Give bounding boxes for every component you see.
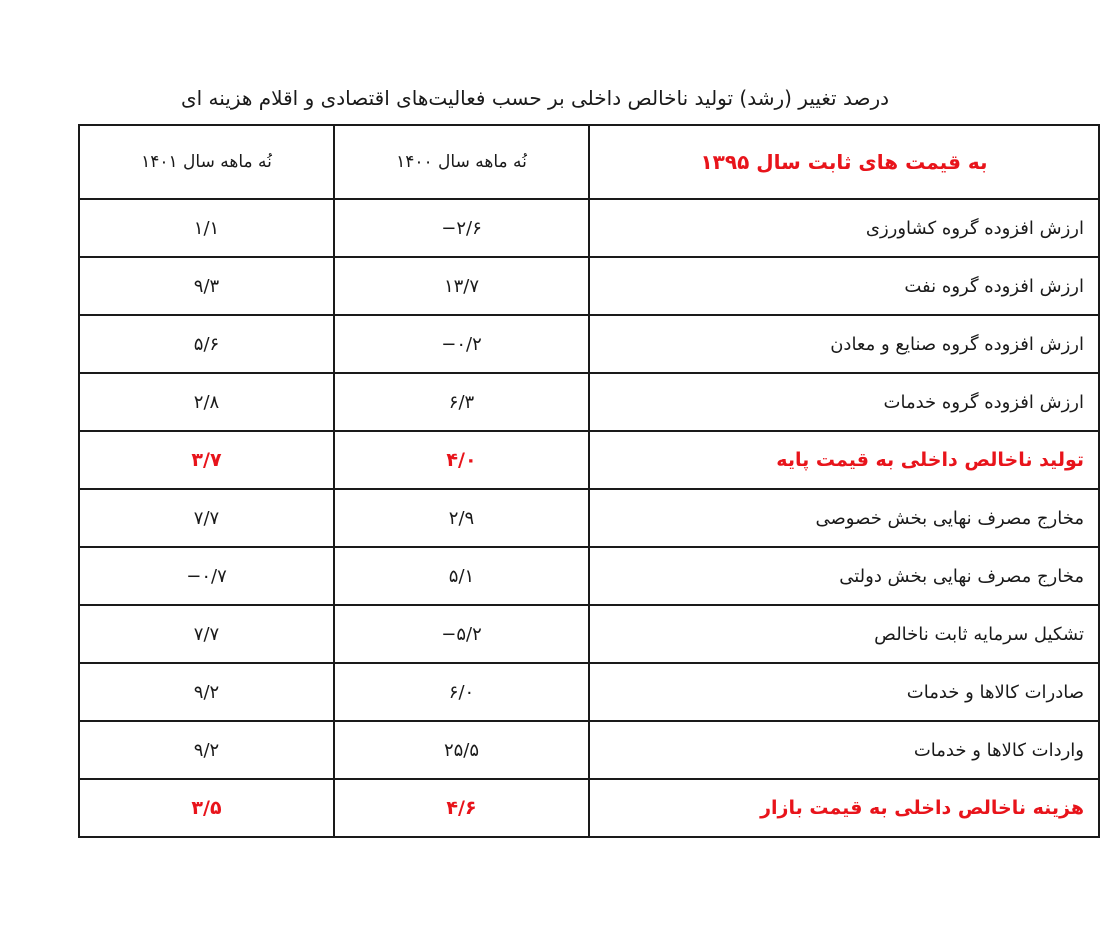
value-1401: ۹/۳ (79, 257, 334, 315)
value-1401: ۳/۷ (79, 431, 334, 489)
row-label: ارزش افزوده گروه نفت (589, 257, 1099, 315)
table-row (79, 257, 1099, 315)
row-label: ارزش افزوده گروه صنایع و معادن (589, 315, 1099, 373)
header-constant-prices: به قیمت های ثابت سال ۱۳۹۵ (589, 125, 1099, 199)
value-1401: ۲/۸ (79, 373, 334, 431)
row-label: مخارج مصرف نهایی بخش دولتی (589, 547, 1099, 605)
value-1400: ۲/۹ (334, 489, 589, 547)
value-1400: −۲/۶ (334, 199, 589, 257)
table-header-row (79, 125, 1099, 199)
header-nine-months-1401: نُه ماهه سال ۱۴۰۱ (79, 125, 334, 199)
value-1400: −۰/۲ (334, 315, 589, 373)
value-1400: ۴/۶ (334, 779, 589, 837)
value-1400: ۶/۰ (334, 663, 589, 721)
value-1400: ۲۵/۵ (334, 721, 589, 779)
value-1401: ۷/۷ (79, 489, 334, 547)
table-row (79, 547, 1099, 605)
value-1401: −۰/۷ (79, 547, 334, 605)
table-row (79, 663, 1099, 721)
row-label: ارزش افزوده گروه کشاورزی (589, 199, 1099, 257)
value-1401: ۱/۱ (79, 199, 334, 257)
value-1400: ۶/۳ (334, 373, 589, 431)
value-1400: ۱۳/۷ (334, 257, 589, 315)
table-row-total-basic-prices (79, 431, 1099, 489)
row-label: تشکیل سرمایه ثابت ناخالص (589, 605, 1099, 663)
table-row (79, 605, 1099, 663)
table-row (79, 489, 1099, 547)
value-1400: ۴/۰ (334, 431, 589, 489)
value-1401: ۹/۲ (79, 721, 334, 779)
row-label: تولید ناخالص داخلی به قیمت پایه (589, 431, 1099, 489)
value-1400: ۵/۱ (334, 547, 589, 605)
table-row (79, 199, 1099, 257)
value-1401: ۹/۲ (79, 663, 334, 721)
table-row-total-market-prices (79, 779, 1099, 837)
growth-rate-table (78, 124, 1100, 838)
table-row (79, 721, 1099, 779)
header-nine-months-1400: نُه ماهه سال ۱۴۰۰ (334, 125, 589, 199)
value-1400: −۵/۲ (334, 605, 589, 663)
table-row (79, 373, 1099, 431)
row-label: ارزش افزوده گروه خدمات (589, 373, 1099, 431)
table-title: درصد تغییر (رشد) تولید ناخالص داخلی بر حسب فعالیت‌های اقتصادی و اقلام هزینه ای (180, 86, 890, 110)
row-label: واردات کالاها و خدمات (589, 721, 1099, 779)
table-row (79, 315, 1099, 373)
row-label: مخارج مصرف نهایی بخش خصوصی (589, 489, 1099, 547)
value-1401: ۵/۶ (79, 315, 334, 373)
row-label: صادرات کالاها و خدمات (589, 663, 1099, 721)
row-label: هزینه ناخالص داخلی به قیمت بازار (589, 779, 1099, 837)
value-1401: ۳/۵ (79, 779, 334, 837)
value-1401: ۷/۷ (79, 605, 334, 663)
